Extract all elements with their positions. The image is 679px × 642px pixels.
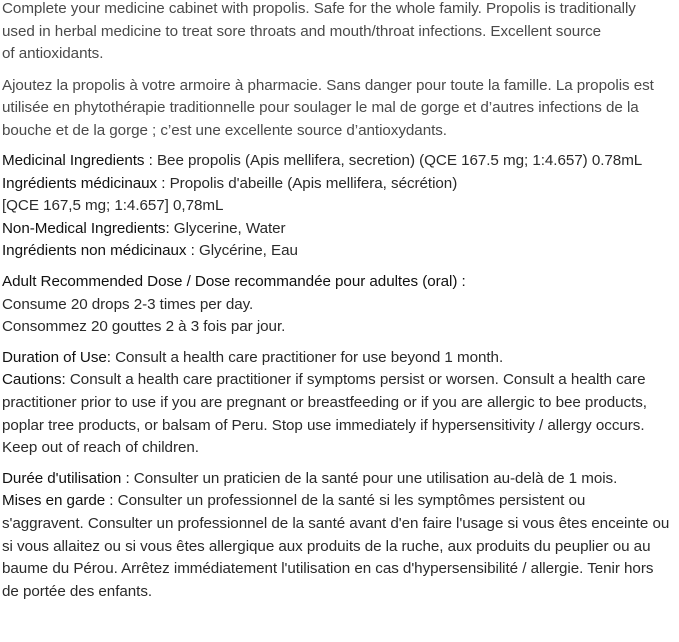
medicinal-ingredients-en-value: Bee propolis (Apis mellifera, secretion) (QCE 167.5 mg; 1:4.657) 0.78mL (152, 152, 643, 169)
non-medicinal-ingredients-en-value: Glycerine, Water (169, 219, 286, 237)
cautions-en-value: Consult a health care practitioner if symptoms persist or worsen. Consult a health care (65, 371, 646, 389)
non-medicinal-ingredients-fr-value: Glycérine, Eau (194, 242, 298, 260)
dose-french: Consommez 20 gouttes 2 à 3 fois par jour. (2, 318, 286, 336)
medicinal-ingredients-fr-label: Ingrédients médicinaux : (2, 174, 166, 192)
cautions-fr-line: s'aggravent. Consulter un professionnel de la santé avant d'en faire l'usage si vous êtes enceinte ou (2, 514, 670, 532)
intro-en-line: Complete your medicine cabinet with propolis. Safe for the whole family. Propolis is traditionally (2, 0, 636, 17)
non-medicinal-ingredients-fr (2, 240, 673, 263)
cautions-fr-value: Consulter un professionnel de la santé si les symptômes persistent ou (113, 492, 586, 510)
ingredients-section (2, 150, 673, 263)
medicinal-ingredients-fr-value: Propolis d'abeille (Apis mellifera, sécrétion) (165, 174, 458, 192)
duration-of-use-en (2, 347, 673, 370)
medicinal-ingredients-en (2, 150, 673, 173)
dose-heading: Adult Recommended Dose / Dose recommandée pour adultes (oral) : (2, 272, 466, 290)
intro-en-line: used in herbal medicine to treat sore throats and mouth/throat infections. Excellent source (2, 22, 602, 40)
cautions-fr-line: baume du Pérou. Arrêtez immédiatement l'utilisation en cas d'hypersensibilité / allergie. Tenir hors (2, 560, 654, 578)
cautions-fr-line: si vous allaitez ou si vous êtes allergique aux produits de la ruche, aux produits du peuplier ou au (2, 537, 651, 555)
intro-english (2, 0, 673, 66)
dose-section (2, 271, 673, 339)
non-medicinal-ingredients-en (2, 218, 673, 241)
cautions-en-line: poplar tree products, or balsam of Peru. Stop use immediately if hypersensitivity / allergy occurs. (2, 416, 645, 434)
intro-en-line: of antioxidants. (2, 45, 104, 62)
cautions-fr-line: de portée des enfants. (2, 582, 153, 600)
intro-french (2, 75, 673, 143)
usage-french-section (2, 468, 673, 604)
cautions-fr (2, 490, 673, 513)
intro-fr-line: Ajoutez la propolis à votre armoire à pharmacie. Sans danger pour toute la famille. La propolis est (2, 76, 654, 94)
medicinal-ingredients-en-label: Medicinal Ingredients : (2, 152, 153, 169)
usage-english-section (2, 347, 673, 460)
dose-english: Consume 20 drops 2-3 times per day. (2, 295, 254, 313)
medicinal-ingredients-fr (2, 173, 673, 196)
cautions-fr-label: Mises en garde : (2, 492, 114, 510)
duration-of-use-fr-label: Durée d'utilisation : (2, 469, 130, 487)
intro-fr-line: utilisée en phytothérapie traditionnelle pour soulager le mal de gorge et d’autres infections de la (2, 99, 639, 116)
non-medicinal-ingredients-fr-label: Ingrédients non médicinaux : (2, 242, 195, 260)
cautions-en-line: practitioner prior to use if you are pregnant or breastfeeding or if you are allergic to bee products, (2, 393, 647, 411)
duration-of-use-fr-value: Consulter un praticien de la santé pour une utilisation au-delà de 1 mois. (129, 469, 618, 487)
cautions-en-line: Keep out of reach of children. (2, 439, 199, 457)
non-medicinal-ingredients-en-label: Non-Medical Ingredients: (2, 219, 170, 237)
cautions-en-label: Cautions: (2, 371, 66, 389)
cautions-en (2, 369, 673, 392)
duration-of-use-en-label: Duration of Use: (2, 348, 111, 366)
duration-of-use-en-value: Consult a health care practitioner for use beyond 1 month. (110, 348, 504, 366)
medicinal-ingredients-fr-value-2: [QCE 167,5 mg; 1:4.657] 0,78mL (2, 197, 224, 215)
intro-fr-line: bouche et de la gorge ; c’est une excellente source d’antioxydants. (2, 121, 447, 139)
duration-of-use-fr (2, 468, 673, 491)
